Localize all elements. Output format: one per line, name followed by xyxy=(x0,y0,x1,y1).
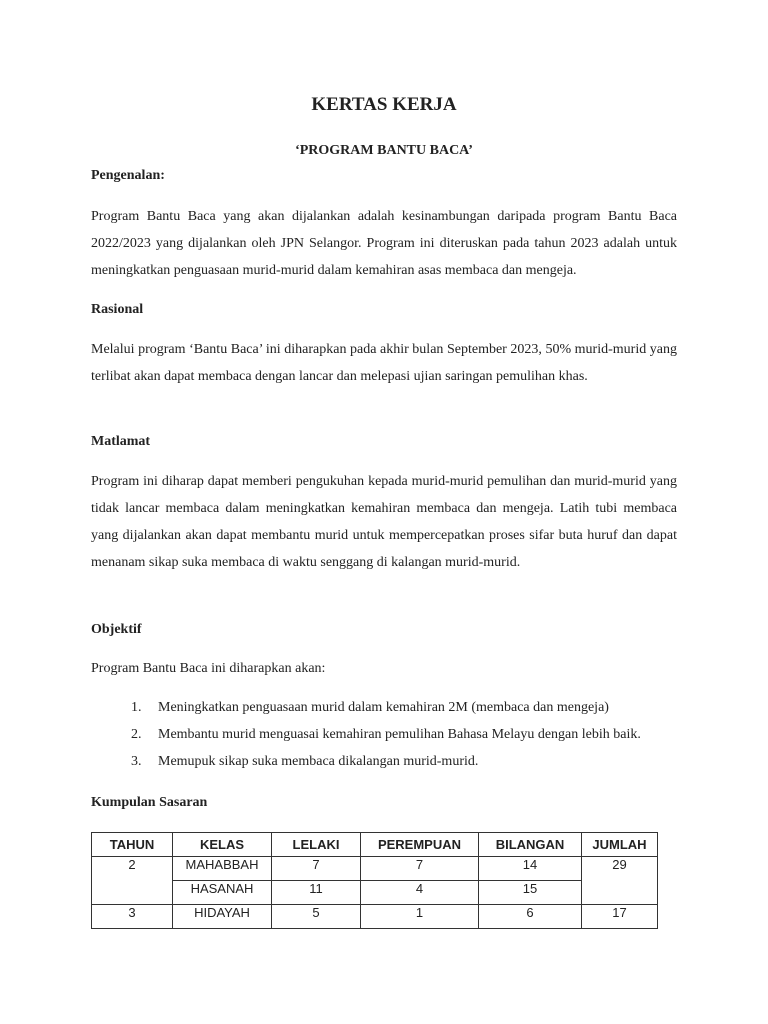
cell-kelas: HIDAYAH xyxy=(173,905,272,929)
header-bilangan: BILANGAN xyxy=(479,833,582,857)
cell-lelaki: 5 xyxy=(272,905,361,929)
cell-bilangan: 15 xyxy=(479,881,582,905)
header-jumlah: JUMLAH xyxy=(582,833,658,857)
heading-objektif: Objektif xyxy=(91,622,142,637)
header-perempuan: PEREMPUAN xyxy=(361,833,479,857)
cell-kelas: MAHABBAH xyxy=(173,857,272,881)
cell-lelaki: 7 xyxy=(272,857,361,881)
list-item xyxy=(131,752,641,779)
list-number: 2. xyxy=(131,727,142,742)
cell-perempuan: 7 xyxy=(361,857,479,881)
cell-bilangan: 14 xyxy=(479,857,582,881)
paragraph-rasional: Melalui program ‘Bantu Baca’ ini diharapkan pada akhir bulan September 2023, 50% murid-murid yang terlibat akan dapat membaca dengan lancar dan melepasi ujian saringan pemulihan khas. xyxy=(91,342,677,384)
document-title: KERTAS KERJA xyxy=(311,94,457,115)
header-kelas: KELAS xyxy=(173,833,272,857)
objektif-intro: Program Bantu Baca ini diharapkan akan: xyxy=(91,661,326,676)
cell-bilangan: 6 xyxy=(479,905,582,929)
cell-tahun: 2 xyxy=(92,857,173,905)
cell-perempuan: 1 xyxy=(361,905,479,929)
list-number: 1. xyxy=(131,700,142,715)
table-row xyxy=(92,857,658,881)
heading-pengenalan: Pengenalan: xyxy=(91,168,165,183)
header-lelaki: LELAKI xyxy=(272,833,361,857)
table-row xyxy=(92,905,658,929)
list-text: Meningkatkan penguasaan murid dalam kemahiran 2M (membaca dan mengeja) xyxy=(158,700,609,715)
heading-sasaran: Kumpulan Sasaran xyxy=(91,795,208,810)
list-item xyxy=(131,725,641,752)
header-tahun: TAHUN xyxy=(92,833,173,857)
cell-jumlah: 29 xyxy=(582,857,658,905)
heading-matlamat: Matlamat xyxy=(91,434,151,449)
list-text: Membantu murid menguasai kemahiran pemulihan Bahasa Melayu dengan lebih baik. xyxy=(158,727,641,742)
heading-rasional: Rasional xyxy=(91,302,144,317)
sasaran-table xyxy=(91,832,658,929)
paragraph-matlamat: Program ini diharap dapat memberi pengukuhan kepada murid-murid pemulihan dan murid-murid yang tidak lancar membaca dalam meningkatkan kemahiran membaca dan mengeja. Latih tubi membaca yang dijalankan akan dapat membantu murid untuk mempercepatkan proses sifar buta huruf dan dapat menanam sikap suka membaca di waktu senggang di kalangan murid-murid. xyxy=(91,474,677,570)
objektif-list xyxy=(131,698,641,779)
cell-jumlah: 17 xyxy=(582,905,658,929)
document-subtitle: ‘PROGRAM BANTU BACA’ xyxy=(295,143,473,158)
list-text: Memupuk sikap suka membaca dikalangan murid-murid. xyxy=(158,754,479,769)
cell-kelas: HASANAH xyxy=(173,881,272,905)
table-header-row xyxy=(92,833,658,857)
paragraph-pengenalan: Program Bantu Baca yang akan dijalankan adalah kesinambungan daripada program Bantu Baca 2022/2023 yang dijalankan oleh JPN Selangor. Program ini diteruskan pada tahun 2023 adalah untuk meningkatkan penguasaan murid-murid dalam kemahiran asas membaca dan mengeja. xyxy=(91,209,677,278)
cell-perempuan: 4 xyxy=(361,881,479,905)
list-number: 3. xyxy=(131,754,142,769)
cell-lelaki: 11 xyxy=(272,881,361,905)
cell-tahun: 3 xyxy=(92,905,173,929)
list-item xyxy=(131,698,641,725)
table-row xyxy=(92,881,658,905)
